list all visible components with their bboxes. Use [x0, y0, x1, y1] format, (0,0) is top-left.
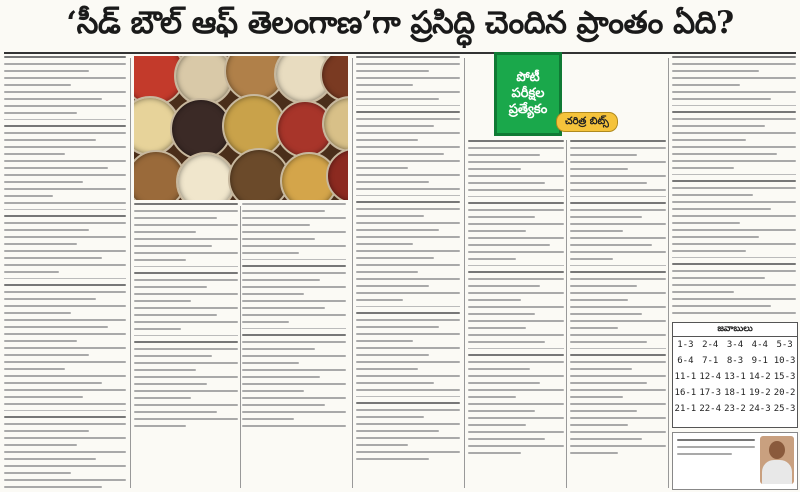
answer-cell: 19-2: [748, 388, 771, 398]
column-divider: [668, 58, 669, 488]
answer-row: [673, 353, 797, 369]
answer-cell: 14-2: [748, 372, 771, 382]
logo-line-1: పోటీ: [516, 70, 540, 85]
answer-cell: 17-3: [699, 388, 722, 398]
answer-cell: 6-4: [677, 356, 694, 366]
answer-row: [673, 369, 797, 385]
author-card: [672, 432, 798, 490]
answer-cell: 2-4: [702, 340, 719, 350]
answer-key: [672, 322, 798, 428]
column-6: [570, 140, 666, 488]
answer-key-title: జవాబులు: [673, 323, 797, 337]
history-bits-badge: చరిత్ర బిట్స్: [556, 112, 618, 132]
column-divider: [464, 58, 465, 488]
answer-cell: 10-3: [773, 356, 796, 366]
answer-cell: 4-4: [751, 340, 768, 350]
answer-cell: 22-4: [699, 404, 722, 414]
answer-cell: 21-1: [674, 404, 697, 414]
answer-cell: 5-3: [776, 340, 793, 350]
seed-bowls-photo: [134, 56, 348, 200]
competitive-exams-logo: [494, 52, 562, 136]
answer-cell: 16-1: [674, 388, 697, 398]
answer-cell: 1-3: [677, 340, 694, 350]
answer-row: [673, 385, 797, 401]
answer-cell: 11-1: [674, 372, 697, 382]
column-divider: [130, 58, 131, 488]
answer-cell: 13-1: [724, 372, 746, 382]
answer-table: [673, 337, 797, 417]
answer-cell: 18-1: [724, 388, 746, 398]
column-divider: [352, 58, 353, 488]
answer-cell: 12-4: [699, 372, 722, 382]
logo-line-3: ప్రత్యేకం: [508, 102, 548, 117]
logo-line-2: పరీక్షల: [511, 86, 545, 101]
answer-cell: 20-2: [773, 388, 796, 398]
article-text: [134, 203, 348, 491]
headline-rule: [4, 52, 796, 54]
author-photo: [760, 436, 794, 484]
answer-cell: 8-3: [726, 356, 744, 366]
column-1: [4, 56, 126, 488]
answer-cell: 25-3: [773, 404, 796, 414]
answer-cell: 15-3: [773, 372, 796, 382]
answer-row: [673, 401, 797, 417]
answer-cell: 7-1: [702, 356, 719, 366]
headline: ‘సీడ్ బౌల్ ఆఫ్ తెలంగాణ’గా ప్రసిద్ధి చెందిన ప్రాంతం ఏది?: [66, 4, 734, 41]
answer-row: [673, 337, 797, 353]
column-5: [468, 140, 564, 488]
answer-cell: 23-2: [724, 404, 746, 414]
column-divider: [566, 140, 567, 488]
answer-cell: 24-3: [748, 404, 771, 414]
answer-cell: 3-4: [726, 340, 744, 350]
column-4: [356, 56, 460, 488]
answer-cell: 9-1: [751, 356, 768, 366]
